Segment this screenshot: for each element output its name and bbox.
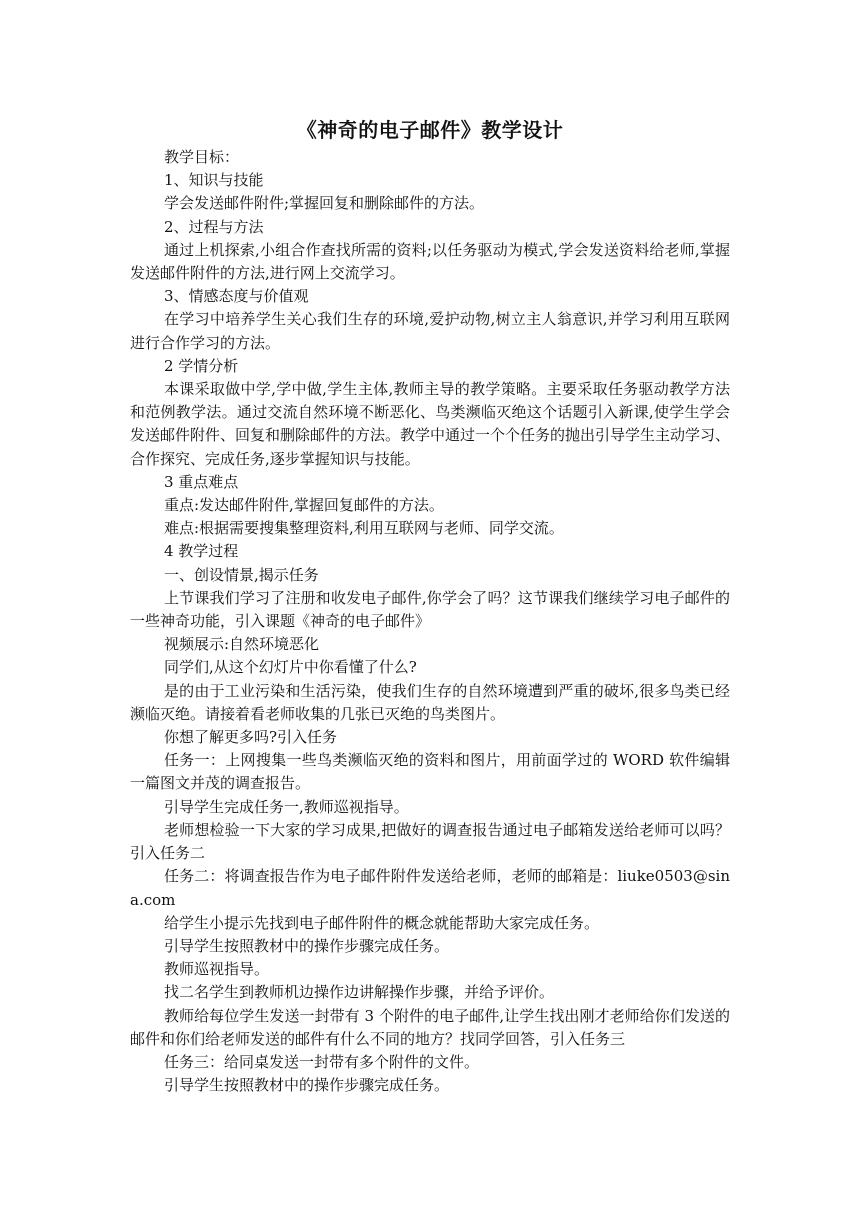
- paragraph: 教师巡视指导。: [164, 960, 270, 979]
- paragraph: 本课采取做中学,学中做,学生主体,教师主导的教学策略。主要采取任务驱动教学方法和范例教学法。通过交流自然环境不断恶化、鸟类濒临灭绝这个话题引入新课,使学生学会发送邮件附件、回复和删除邮件的方法。教学中通过一个个任务的抛出引导学生主动学习、合作探究、完成任务,逐步掌握知识与技能。: [130, 380, 731, 468]
- paragraph: 是的由于工业污染和生活污染，使我们生存的自然环境遭到严重的破坏,很多鸟类已经濒临灭绝。请接着看老师收集的几张已灭绝的鸟类图片。: [130, 681, 730, 723]
- paragraph: 在学习中培养学生关心我们生存的环境,爱护动物,树立主人翁意识,并学习利用互联网进行合作学习的方法。: [130, 310, 730, 352]
- paragraph: 1、知识与技能: [164, 171, 264, 190]
- paragraph: 4 教学过程: [164, 542, 239, 561]
- paragraph: 老师想检验一下大家的学习成果,把做好的调查报告通过电子邮箱发送给老师可以吗？引入任务二: [130, 820, 730, 863]
- document-title: 《神奇的电子邮件》教学设计: [296, 118, 564, 142]
- paragraph: 同学们,从这个幻灯片中你看懂了什么?: [164, 658, 417, 677]
- paragraph: 3 重点难点: [164, 472, 239, 491]
- document-body: [130, 117, 730, 1097]
- paragraph: 任务三：给同桌发送一封带有多个附件的文件。: [164, 1052, 480, 1071]
- paragraph: 通过上机探索,小组合作查找所需的资料;以任务驱动为模式,学会发送资料给老师,掌握发送邮件附件的方法,进行网上交流学习。: [130, 240, 730, 283]
- paragraph: 上节课我们学习了注册和收发电子邮件,你学会了吗？这节课我们继续学习电子邮件的一些神奇功能，引入课题《神奇的电子邮件》: [130, 588, 730, 631]
- paragraph: 2、过程与方法: [164, 217, 264, 236]
- paragraph: 教学目标：: [164, 148, 240, 166]
- paragraph: 你想了解更多吗?引入任务: [164, 728, 338, 747]
- paragraph: 难点:根据需要搜集整理资料,利用互联网与老师、同学交流。: [164, 519, 564, 538]
- paragraph: 视频展示:自然环境恶化: [164, 635, 320, 654]
- paragraph: 一、创设情景,揭示任务: [164, 565, 319, 584]
- paragraph: 教师给每位学生发送一封带有 3 个附件的电子邮件,让学生找出刚才老师给你们发送的邮件和你们给老师发送的邮件有什么不同的地方？找同学回答，引入任务三: [130, 1006, 730, 1048]
- paragraph: 引导学生按照教材中的操作步骤完成任务。: [164, 936, 450, 955]
- paragraph: 引导学生完成任务一,教师巡视指导。: [164, 797, 409, 816]
- paragraph: 任务二：将调查报告作为电子邮件附件发送给老师，老师的邮箱是：liuke0503@sina.com: [130, 867, 730, 909]
- paragraph: 给学生小提示先找到电子邮件附件的概念就能帮助大家完成任务。: [164, 913, 600, 932]
- paragraph: 重点:发达邮件附件,掌握回复邮件的方法。: [164, 496, 444, 515]
- paragraph: 学会发送邮件附件;掌握回复和删除邮件的方法。: [164, 194, 485, 213]
- paragraph: 找二名学生到教师机边操作边讲解操作步骤，并给予评价。: [164, 983, 555, 1002]
- paragraph: 3、情感态度与价值观: [164, 287, 309, 306]
- paragraph: 2 学情分析: [164, 356, 239, 375]
- paragraph: 任务一：上网搜集一些鸟类濒临灭绝的资料和图片，用前面学过的 WORD 软件编辑一篇图文并茂的调查报告。: [130, 751, 730, 793]
- paragraph: 引导学生按照教材中的操作步骤完成任务。: [164, 1076, 450, 1095]
